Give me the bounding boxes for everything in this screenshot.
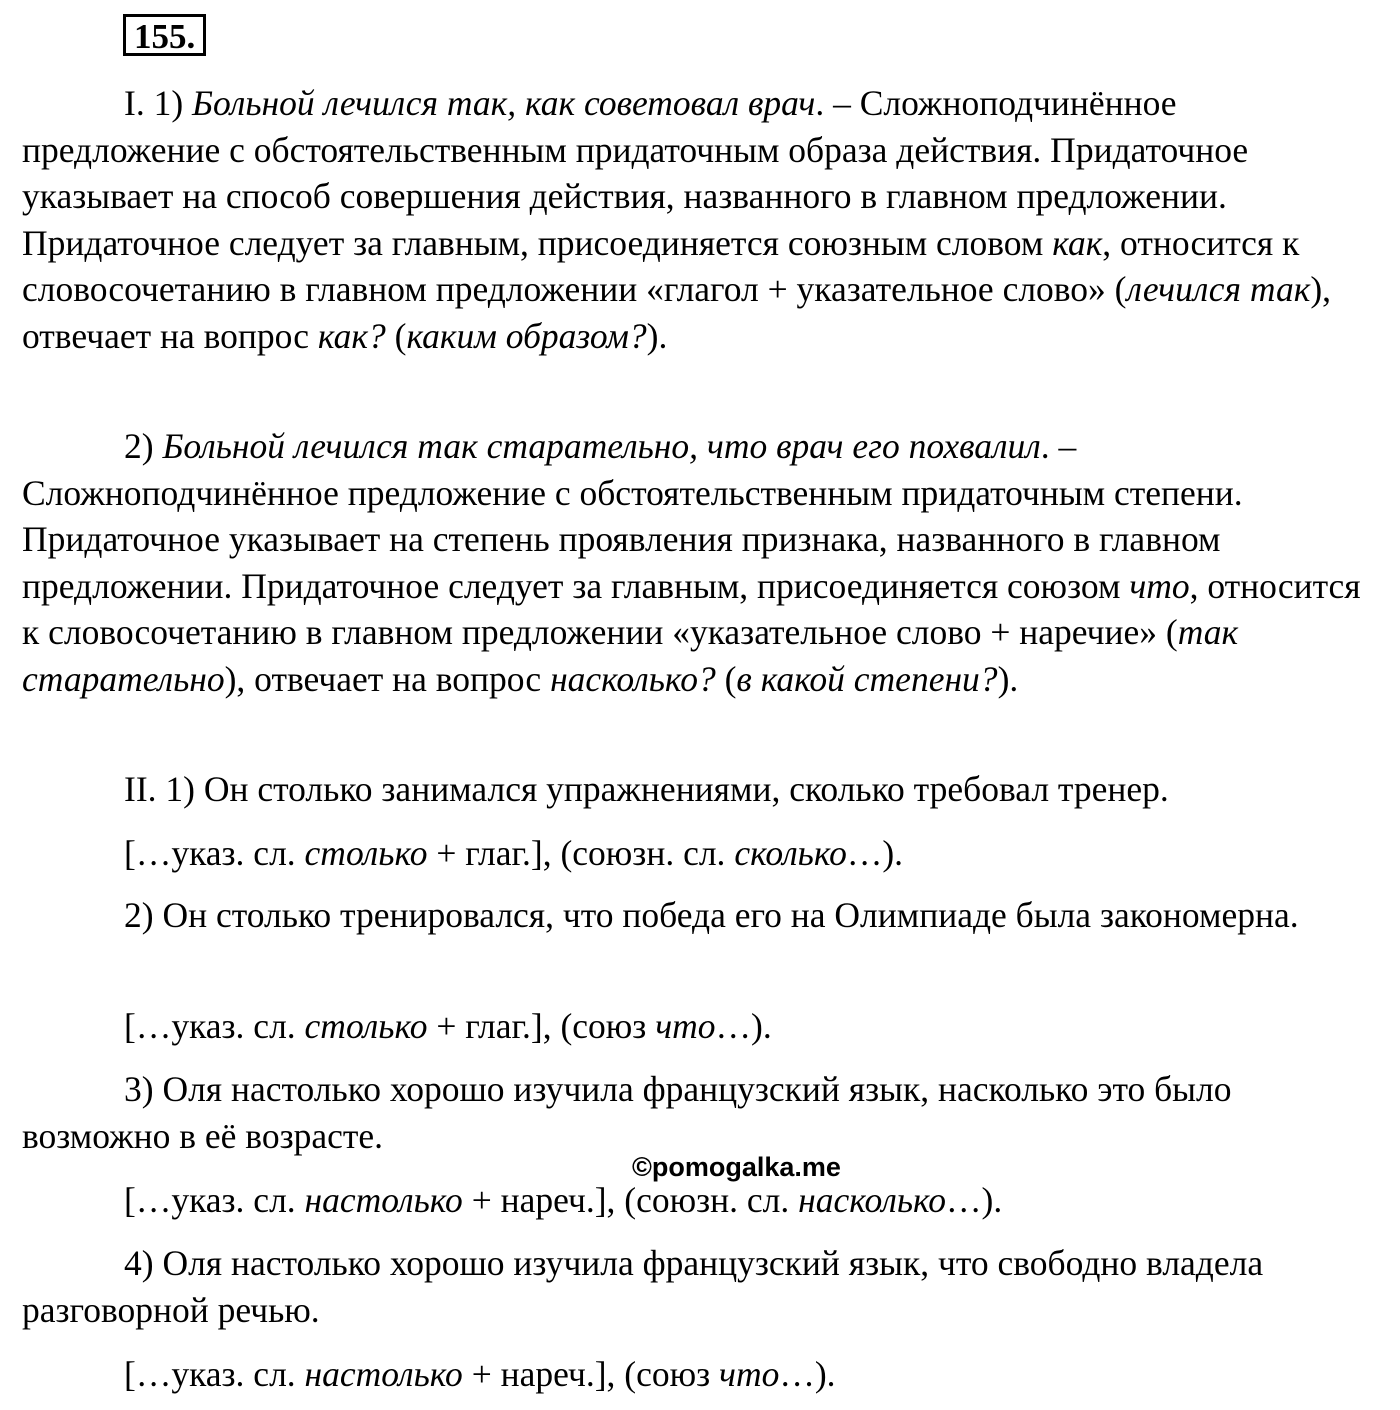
sentence-text: 3) Оля настолько хорошо изучила французский язык, насколько это было возможно в её возрасте. [22, 1069, 1232, 1156]
exercise-number: 155. [123, 14, 206, 56]
explanation-text: ), отвечает на вопрос [22, 269, 1332, 356]
schema-2-4 [124, 1351, 836, 1397]
italic-word: что [655, 1006, 716, 1046]
schema-text: […указ. сл. [124, 1180, 305, 1220]
italic-word: каким образом? [406, 315, 647, 356]
explanation-text: ). [646, 315, 668, 356]
sentence-2-1 [22, 766, 1378, 813]
italic-word: настолько [304, 1180, 463, 1220]
explanation-text: ). [997, 658, 1019, 699]
schema-text: + глаг.], (союз [427, 1006, 656, 1046]
italic-word: как [1052, 222, 1103, 263]
schema-2-1 [124, 830, 903, 876]
italic-word: как? [317, 315, 386, 356]
sentence-text: II. 1) Он столько занимался упражнениями, сколько требовал тренер. [124, 769, 1169, 809]
sentence-2-2 [22, 892, 1378, 939]
explanation-text: , относится к словосочетанию в главном предложении «указательное слово + наречие» ( [22, 565, 1361, 652]
italic-word: сколько [734, 833, 847, 873]
explanation-text: ( [715, 658, 737, 699]
explanation-text: . – Сложноподчинённое предложение с обстоятельственным придаточным образа действия. Придаточное указывает на способ совершения действия, названного в главном предложении. Придаточное следует за главным, присоединяется союзным словом [22, 83, 1249, 263]
example-sentence: Больной лечился так старательно, что врач его похвалил [162, 426, 1041, 466]
schema-text: + нареч.], (союз [462, 1354, 720, 1394]
explanation-text: ( [385, 315, 407, 356]
italic-word: настолько [304, 1354, 463, 1394]
italic-word: в какой степени? [736, 658, 998, 699]
explanation-text: . – Сложноподчинённое предложение с обстоятельственным придаточным степени. Придаточное указывает на степень проявления признака, названного в главном предложении. Придаточное следует за главным, присоединяется союзом [22, 426, 1243, 606]
schema-2-3 [124, 1177, 1002, 1223]
schema-text: …). [779, 1354, 836, 1394]
watermark: ©pomogalka.me [632, 1152, 841, 1182]
schema-text: […указ. сл. [124, 833, 305, 873]
schema-text: + нареч.], (союзн. сл. [462, 1180, 799, 1220]
italic-word: что [1129, 565, 1190, 606]
italic-word: насколько? [550, 658, 716, 699]
example-sentence: Больной лечился так, как советовал врач [192, 83, 816, 123]
schema-text: + глаг.], (союзн. сл. [427, 833, 735, 873]
schema-text: […указ. сл. [124, 1354, 305, 1394]
italic-word: столько [304, 833, 428, 873]
item-lead: I. 1) [124, 83, 193, 123]
schema-2-2 [124, 1003, 772, 1049]
sentence-text: 2) Он столько тренировался, что победа его на Олимпиаде была закономерна. [124, 895, 1299, 935]
paragraph-1-2 [22, 423, 1378, 702]
paragraph-1-1 [22, 80, 1378, 359]
sentence-2-3 [22, 1066, 1378, 1159]
italic-word: что [719, 1354, 780, 1394]
explanation-text: , относится к словосочетанию в главном предложении «глагол + указательное слово» ( [22, 222, 1300, 309]
sentence-text: 4) Оля настолько хорошо изучила французский язык, что свободно владела разговорной речью. [22, 1243, 1264, 1330]
schema-text: …). [715, 1006, 772, 1046]
italic-word: насколько [798, 1180, 946, 1220]
schema-text: …). [846, 833, 904, 873]
explanation-text: ), отвечает на вопрос [224, 658, 551, 699]
schema-text: […указ. сл. [124, 1006, 305, 1046]
item-lead: 2) [124, 426, 163, 466]
italic-word: столько [304, 1006, 428, 1046]
schema-text: …). [946, 1180, 1003, 1220]
italic-word: лечился так [1126, 269, 1311, 309]
italic-word: так старательно [22, 612, 1239, 699]
sentence-2-4 [22, 1240, 1378, 1333]
